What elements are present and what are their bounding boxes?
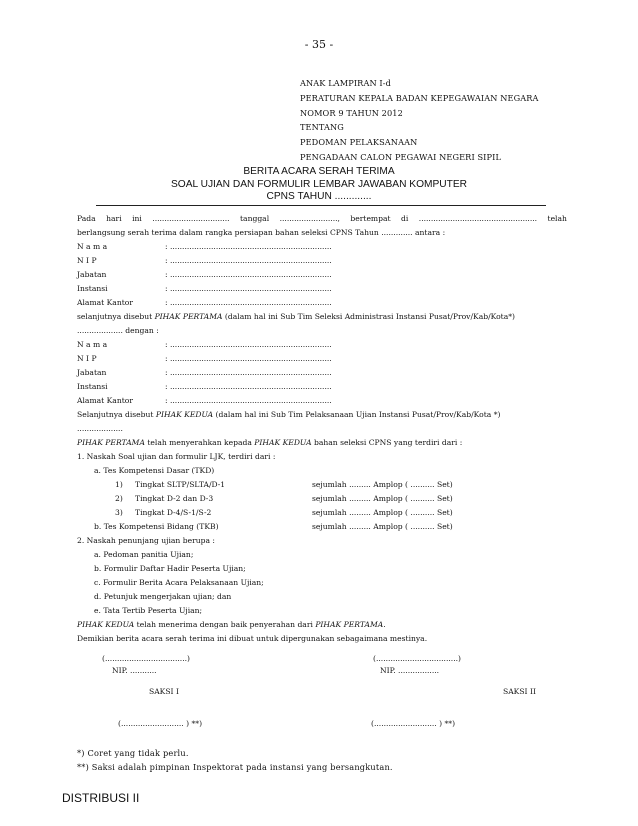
handover-line: PIHAK PERTAMA telah menyerahkan kepada PIHAK KEDUA bahan seleksi CPNS yang terdiri dari : bbox=[77, 438, 463, 447]
second-party-line: Selanjutnya disebut PIHAK KEDUA (dalam hal ini Sub Tim Pelaksanaan Ujian Instansi Pusat/Prov/Kab/Kota *) bbox=[77, 410, 501, 419]
list-item: d. Petunjuk mengerjakan ujian; dan bbox=[94, 592, 232, 601]
signature-right-name: (..................................) bbox=[373, 654, 461, 663]
signature-left-nip: NIP. ........... bbox=[112, 666, 157, 675]
table-row: 2) Tingkat D-2 dan D-3 sejumlah ......... Amplop ( .......... Set) bbox=[115, 494, 453, 503]
title-line: CPNS TAHUN ............. bbox=[266, 191, 372, 202]
second-party-line-2: ................... bbox=[77, 424, 123, 433]
first-party-line: selanjutnya disebut PIHAK PERTAMA (dalam hal ini Sub Tim Seleksi Administrasi Instansi Pusat/Prov/Kab/Kota*) bbox=[77, 312, 516, 321]
header-line: TENTANG bbox=[300, 122, 344, 133]
signature-right-nip: NIP. ................. bbox=[380, 666, 440, 675]
header-line: PEDOMAN PELAKSANAAN bbox=[300, 137, 418, 148]
list-item: a. Tes Kompetensi Dasar (TKD) bbox=[94, 466, 215, 475]
closing-line: Demikian berita acara serah terima ini dibuat untuk dipergunakan sebagaimana mestinya. bbox=[77, 634, 428, 643]
list-item: 1. Naskah Soal ujian dan formulir LJK, terdiri dari : bbox=[77, 452, 276, 461]
title-underline bbox=[96, 205, 546, 206]
witness-left-signature: (.......................... ) **) bbox=[118, 719, 203, 728]
document-title bbox=[0, 166, 638, 204]
intro-line-1: Pada hari ini ................................ tanggal ........................, bertempat di ................................................. telah bbox=[77, 214, 567, 223]
footnote-1: *) Coret yang tidak perlu. bbox=[77, 748, 189, 758]
list-item: c. Formulir Berita Acara Pelaksanaan Ujian; bbox=[94, 578, 264, 587]
intro-line-2: berlangsung serah terima dalam rangka persiapan bahan seleksi CPNS Tahun ............. antara : bbox=[77, 228, 446, 237]
page-number: - 35 - bbox=[304, 38, 334, 51]
list-item: b. Formulir Daftar Hadir Peserta Ujian; bbox=[94, 564, 246, 573]
signature-left-name: (..................................) bbox=[102, 654, 190, 663]
footnote-2: **) Saksi adalah pimpinan Inspektorat pada instansi yang bersangkutan. bbox=[77, 762, 393, 772]
document-header bbox=[300, 76, 539, 165]
witness-right-label: SAKSI II bbox=[503, 687, 536, 696]
header-line: ANAK LAMPIRAN I-d bbox=[300, 78, 391, 88]
witness-right-signature: (.......................... ) **) bbox=[371, 719, 456, 728]
table-row: 1) Tingkat SLTP/SLTA/D-1 sejumlah ......... Amplop ( .......... Set) bbox=[115, 480, 453, 489]
header-line: NOMOR 9 TAHUN 2012 bbox=[300, 107, 403, 118]
list-item: 2. Naskah penunjang ujian berupa : bbox=[77, 536, 215, 545]
title-line: SOAL UJIAN DAN FORMULIR LEMBAR JAWABAN KOMPUTER bbox=[170, 178, 468, 190]
witness-left-label: SAKSI I bbox=[149, 687, 179, 696]
header-line: PENGADAAN CALON PEGAWAI NEGERI SIPIL bbox=[300, 151, 501, 162]
footer-distribution: DISTRIBUSI II bbox=[62, 791, 140, 805]
first-party-line-2: ................... dengan : bbox=[77, 326, 159, 335]
list-item: e. Tata Tertib Peserta Ujian; bbox=[94, 606, 203, 615]
list-item: a. Pedoman panitia Ujian; bbox=[94, 550, 194, 559]
table-row: 3) Tingkat D-4/S-1/S-2 sejumlah ......... Amplop ( .......... Set) bbox=[115, 508, 453, 517]
acceptance-line: PIHAK KEDUA telah menerima dengan baik penyerahan dari PIHAK PERTAMA. bbox=[77, 620, 386, 629]
list-item: b. Tes Kompetensi Bidang (TKB) sejumlah ......... Amplop ( .......... Set) bbox=[94, 522, 453, 531]
title-line: BERITA ACARA SERAH TERIMA bbox=[243, 166, 395, 177]
header-line: PERATURAN KEPALA BADAN KEPEGAWAIAN NEGARA bbox=[300, 92, 539, 103]
